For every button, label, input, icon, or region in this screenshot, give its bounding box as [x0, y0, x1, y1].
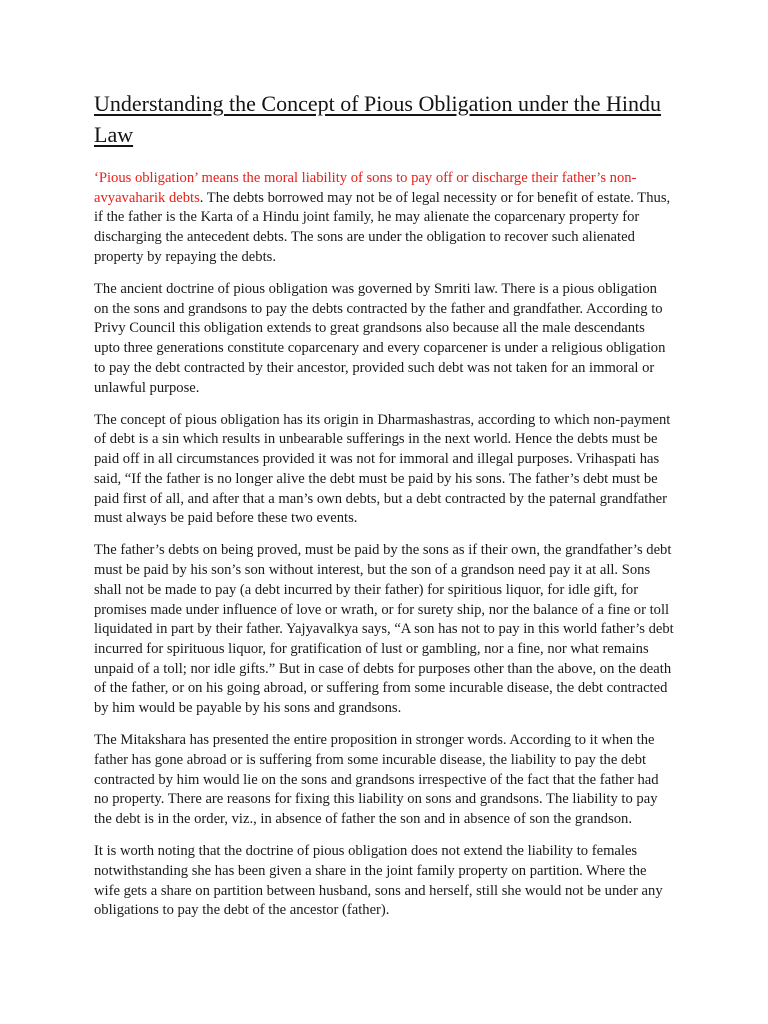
paragraph-mitakshara: The Mitakshara has presented the entire proposition in stronger words. According to it when the father has gone abroad or is suffering from some incurable disease, the liability to pay the debt contracted by him would lie on the sons and grandsons irrespective of the fact that the father had no property. There are reasons for fixing this liability on sons and grandsons. The liability to pay the debt is in the order, viz., in absence of father the son and in absence of son the grandson. — [94, 732, 659, 828]
definition-quote: ‘Pious obligation’ means the moral liability of sons to pay off or discharge their father’s non-avyavaharik debts — [94, 170, 637, 206]
document-title: Understanding the Concept of Pious Obligation under the Hindu Law — [94, 91, 662, 147]
paragraph-fathers-debts: The father’s debts on being proved, must be paid by the sons as if their own, the grandfather’s debt must be paid by his son’s son without interest, but the son of a grandson need pay it at all. Sons shall not be made to pay (a debt incurred by their father) for spiritious liquor, for idle gift, for promises made under influence of love or wrath, or for surety ship, nor the balance of a fine or toll liquidated in part by their father. Yajyavalkya says, “A son has not to pay in this world father’s debt incurred for spirituous liquor, for gratification of lust or gambling, nor a fine, nor what remains unpaid of a toll; nor idle gifts.” But in case of debts for purposes other than the above, on the death of the father, or on his going abroad, or suffering from some incurable disease, the debt contracted by him would be payable by his sons and grandsons. — [94, 542, 674, 717]
paragraph-females: It is worth noting that the doctrine of pious obligation does not extend the liability to females notwithstanding she has been given a share in the joint family property on partition. Where the wife gets a share on partition between husband, sons and herself, still she would not be under any obligations to pay the debt of the ancestor (father). — [94, 843, 663, 919]
paragraph-dharmashastras: The concept of pious obligation has its origin in Dharmashastras, according to which non-payment of debt is a sin which results in unbearable sufferings in the next world. Hence the debts must be paid off in all circumstances provided it was not for immoral and illegal purposes. Vrihaspati has said, “If the father is no longer alive the debt must be paid by his sons. The father’s debt must be paid first of all, and after that a man’s own debts, but a debt contracted by the paternal grandfather must always be paid before these two events. — [94, 411, 671, 527]
intro-paragraph — [94, 169, 674, 268]
paragraph-smriti: The ancient doctrine of pious obligation was governed by Smriti law. There is a pious obligation on the sons and grandsons to pay the debts contracted by the father and grandfather. According to Privy Council this obligation extends to great grandsons also because all the male descendants upto three generations constitute coparcenary and every coparcener is under a religious obligation to pay the debt contracted by their ancestor, provided such debt was not taken for an immoral or unlawful purpose. — [94, 281, 666, 396]
intro-rest: . The debts borrowed may not be of legal necessity or for benefit of estate. Thus, if the father is the Karta of a Hindu joint family, he may alienate the coparcenary property for discharging the antecedent debts. The sons are under the obligation to recover such alienated property by repaying the debts. — [94, 189, 671, 265]
